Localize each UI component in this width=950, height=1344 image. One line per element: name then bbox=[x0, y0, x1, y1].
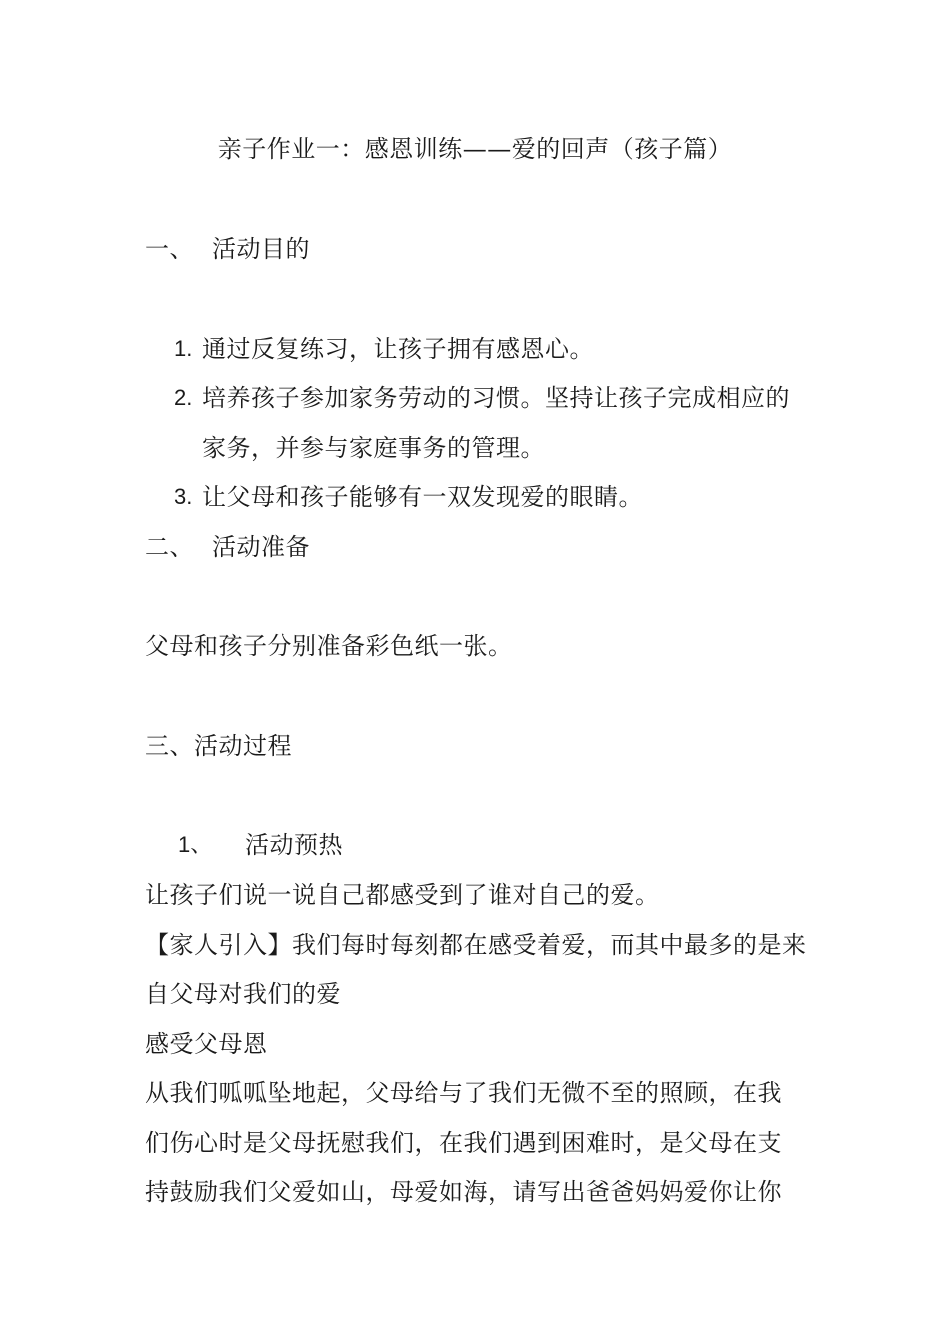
paragraph-line: 持鼓励我们父爱如山，母爱如海，请写出爸爸妈妈爱你让你 bbox=[145, 1178, 782, 1206]
subsection-1-number: 1、 bbox=[178, 832, 213, 857]
list-item-1-text: 通过反复练习，让孩子拥有感恩心。 bbox=[202, 335, 594, 363]
paragraph-line: 自父母对我们的爱 bbox=[145, 980, 341, 1008]
section-1-heading: 活动目的 bbox=[212, 235, 310, 263]
list-item-2-text-line2: 家务，并参与家庭事务的管理。 bbox=[202, 434, 545, 462]
section-3-heading: 三、活动过程 bbox=[145, 732, 292, 760]
document-title: 亲子作业一：感恩训练——爱的回声（孩子篇） bbox=[217, 135, 733, 163]
section-2-body: 父母和孩子分别准备彩色纸一张。 bbox=[145, 632, 513, 660]
subsection-1-heading: 活动预热 bbox=[245, 831, 343, 859]
list-item-1-number: 1. bbox=[174, 336, 193, 361]
paragraph-line: 从我们呱呱坠地起，父母给与了我们无微不至的照顾，在我 bbox=[145, 1079, 782, 1107]
list-item-2-number: 2. bbox=[174, 385, 193, 410]
list-item-3-number: 3. bbox=[174, 484, 193, 509]
paragraph-line: 感受父母恩 bbox=[145, 1030, 268, 1058]
list-item-2-text-line1: 培养孩子参加家务劳动的习惯。坚持让孩子完成相应的 bbox=[202, 384, 790, 412]
list-item-3-text: 让父母和孩子能够有一双发现爱的眼睛。 bbox=[202, 483, 643, 511]
paragraph-line: 【家人引入】我们每时每刻都在感受着爱，而其中最多的是来 bbox=[145, 931, 807, 959]
paragraph-line: 们伤心时是父母抚慰我们，在我们遇到困难时，是父母在支 bbox=[145, 1129, 782, 1157]
section-1-number: 一、 bbox=[145, 235, 194, 263]
section-2-number: 二、 bbox=[145, 533, 194, 561]
paragraph-line: 让孩子们说一说自己都感受到了谁对自己的爱。 bbox=[145, 881, 660, 909]
section-2-heading: 活动准备 bbox=[212, 533, 310, 561]
